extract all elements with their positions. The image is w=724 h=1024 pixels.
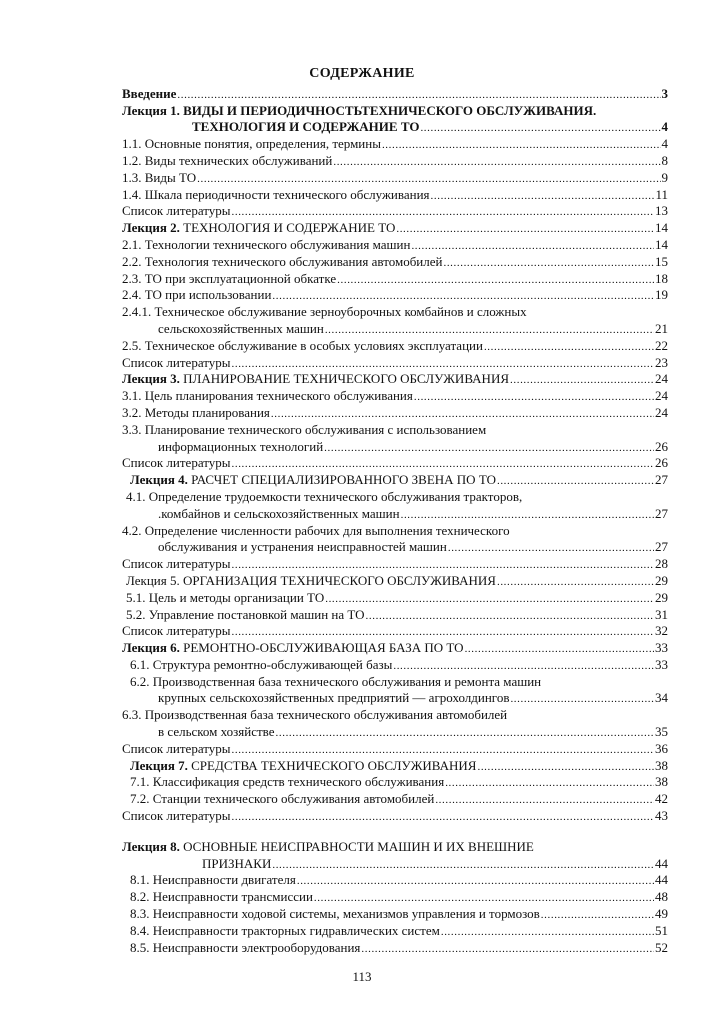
toc-entry-text: [130, 472, 496, 488]
toc-entry-title: Список литературы: [122, 354, 231, 370]
toc-entry: [122, 102, 668, 119]
toc-page-number: 24: [655, 404, 668, 420]
toc-entry-title: Список литературы: [122, 623, 231, 639]
toc-entry: [122, 555, 668, 572]
lecture-label: Лекция 3.: [122, 371, 180, 387]
lecture-label: Лекция 2.: [122, 220, 180, 236]
dot-leader: [497, 575, 654, 589]
toc-entry: [122, 320, 668, 337]
toc-entry: [122, 421, 668, 438]
dot-leader: [441, 925, 654, 939]
toc-entry-title: 1.2. Виды технических обслуживаний: [122, 152, 333, 168]
toc-entry: [122, 639, 668, 656]
toc-entry-text: [130, 889, 313, 905]
toc-entry-text: [122, 422, 486, 438]
toc-page-number: 29: [655, 589, 668, 605]
toc-entry-title: 5.2. Управление постановкой машин на ТО: [126, 606, 365, 622]
toc-entry-text: [126, 607, 365, 623]
toc-entry: [122, 522, 668, 539]
lecture-label: Лекция 8.: [122, 838, 180, 854]
toc-entry-text: [122, 455, 231, 471]
toc-entry-text: [130, 657, 392, 673]
page-title: СОДЕРЖАНИЕ: [309, 66, 415, 81]
toc-entry: [122, 337, 668, 354]
toc-entry-title: .комбайнов и сельскохозяйственных машин: [158, 505, 400, 521]
toc-entry-text: [122, 371, 509, 387]
toc-entry-title: Список литературы: [122, 808, 231, 824]
toc-entry-text: [122, 808, 231, 824]
toc-page-number: 44: [655, 872, 668, 888]
dot-leader: [435, 793, 654, 807]
toc-page-number: 48: [655, 889, 668, 905]
toc-entry: [122, 706, 668, 723]
dot-leader: [337, 273, 654, 287]
dot-leader: [393, 659, 654, 673]
dot-leader: [401, 508, 654, 522]
toc-entry-title: 1.4. Шкала периодичности технического обслуживания: [122, 186, 430, 202]
toc-page-number: 42: [655, 791, 668, 807]
toc-entry-text: [158, 539, 447, 555]
dot-leader: [411, 239, 654, 253]
toc-page-number: 28: [655, 556, 668, 572]
toc-page-number: 3: [661, 85, 668, 101]
toc-entry: [122, 455, 668, 472]
toc-entry-text: [122, 388, 413, 404]
toc-entry-title: 3.1. Цель планирования технического обслуживания: [122, 388, 413, 404]
dot-leader: [177, 88, 660, 102]
toc-entry-title: крупных сельскохозяйственных предприятий — агрохолдингов: [158, 690, 510, 706]
toc-page-number: 11: [655, 186, 668, 202]
toc-entry: [122, 186, 668, 203]
dot-leader: [271, 407, 654, 421]
dot-leader: [297, 874, 654, 888]
dot-leader: [325, 592, 654, 606]
dot-leader: [325, 323, 654, 337]
toc-entry-text: [158, 439, 323, 455]
toc-page-number: 27: [655, 505, 668, 521]
toc-entry: [122, 855, 668, 872]
toc-entry-text: [122, 556, 231, 572]
dot-leader: [232, 743, 655, 757]
toc-entry: [122, 723, 668, 740]
toc-page-number: 15: [655, 253, 668, 269]
toc-entry-text: [158, 506, 400, 522]
toc-entry: [122, 673, 668, 690]
toc-entry: [122, 774, 668, 791]
dot-leader: [541, 908, 654, 922]
dot-leader: [497, 474, 654, 488]
toc-page-number: 23: [655, 354, 668, 370]
dot-leader: [366, 609, 654, 623]
toc-entry: [122, 354, 668, 371]
toc-page-number: 26: [655, 438, 668, 454]
toc-entry-title: РЕМОНТНО-ОБСЛУЖИВАЮЩАЯ БАЗА ПО ТО: [179, 640, 464, 656]
dot-leader: [197, 172, 660, 186]
toc-entry-text: [122, 640, 464, 656]
toc-entry-text: [192, 119, 419, 135]
toc-entry-title: 2.1. Технологии технического обслуживания машин: [122, 236, 411, 252]
toc-entry-text: [122, 623, 231, 639]
dot-leader: [414, 390, 654, 404]
toc-entry: [122, 135, 668, 152]
toc-page-number: 33: [655, 640, 668, 656]
toc-entry-title: Список литературы: [122, 556, 231, 572]
toc-entry-title: 8.2. Неисправности трансмиссии: [130, 889, 313, 905]
toc-entry-title: в сельском хозяйстве: [158, 724, 275, 740]
toc-page-number: 4: [661, 136, 668, 152]
lecture-label: Лекция 4.: [130, 472, 188, 488]
toc-page-number: 27: [655, 472, 668, 488]
toc-page-number: 32: [655, 623, 668, 639]
dot-leader: [232, 457, 655, 471]
dot-leader: [484, 340, 654, 354]
toc-entry-text: [130, 758, 476, 774]
toc-entry-text: [158, 724, 275, 740]
toc-entry-title: 2.3. ТО при эксплуатационной обкатке: [122, 270, 337, 286]
toc-entry: [122, 872, 668, 889]
toc-entry-text: [126, 590, 324, 606]
toc-entry-title: 1.3. Виды ТО: [122, 169, 197, 185]
toc-entry: [122, 757, 668, 774]
toc-entry-text: [126, 489, 522, 505]
toc-entry: [122, 270, 668, 287]
toc-entry-text: [130, 774, 444, 790]
toc-entry: [122, 85, 668, 102]
dot-leader: [465, 642, 654, 656]
toc-entry-text: [130, 906, 540, 922]
toc-entry: [122, 471, 668, 488]
toc-entry-title: 7.2. Станции технического обслуживания автомобилей: [130, 791, 435, 807]
toc-entry: [122, 589, 668, 606]
toc-entry-title: СРЕДСТВА ТЕХНИЧЕСКОГО ОБСЛУЖИВАНИЯ: [187, 757, 477, 773]
toc-entry-title: 1.1. Основные понятия, определения, термины: [122, 136, 381, 152]
toc-entry-title: 2.4.1. Техническое обслуживание зерноуборочных комбайнов и сложных: [122, 304, 527, 320]
toc-entry-text: [122, 839, 534, 855]
dot-leader: [324, 441, 654, 455]
toc-entry-title: 8.4. Неисправности тракторных гидравлических систем: [130, 922, 440, 938]
toc-page-number: 36: [655, 740, 668, 756]
toc-entry: [122, 905, 668, 922]
toc-page-number: 33: [655, 656, 668, 672]
toc-page-number: 21: [655, 320, 668, 336]
dot-leader: [443, 256, 654, 270]
toc-page-number: 29: [655, 572, 668, 588]
toc-entry: [122, 169, 668, 186]
toc-page-number: 22: [655, 337, 668, 353]
dot-leader: [361, 942, 654, 956]
toc-entry: [122, 236, 668, 253]
toc-entry-text: [122, 523, 510, 539]
toc-entry-text: [122, 86, 176, 102]
toc-entry-title: Список литературы: [122, 740, 231, 756]
toc-page-number: 4: [661, 119, 668, 135]
toc-page-number: 18: [655, 270, 668, 286]
toc-entry-title: 6.1. Структура ремонтно-обслуживающей базы: [130, 656, 393, 672]
dot-leader: [272, 858, 654, 872]
toc-entry-title: ТЕХНОЛОГИЯ И СОДЕРЖАНИЕ ТО: [192, 119, 420, 135]
toc-entry: [122, 539, 668, 556]
toc-entry-text: [122, 287, 271, 303]
toc-entry-text: [122, 220, 395, 236]
toc-entry-text: [122, 271, 336, 287]
toc-page-number: 51: [655, 922, 668, 938]
toc-entry-text: [130, 872, 296, 888]
toc-page-number: 31: [655, 606, 668, 622]
toc-entry: [122, 623, 668, 640]
toc-entry-text: [122, 405, 270, 421]
toc-entry-title: 8.3. Неисправности ходовой системы, механизмов управления и тормозов: [130, 906, 540, 922]
toc-entry: [122, 488, 668, 505]
toc-entry-text: [130, 791, 434, 807]
toc-entry-title: ТЕХНОЛОГИЯ И СОДЕРЖАНИЕ ТО: [179, 220, 396, 236]
dot-leader: [420, 121, 660, 135]
dot-leader: [232, 625, 655, 639]
toc-entry-title: Список литературы: [122, 455, 231, 471]
toc-entry-title: 8.1. Неисправности двигателя: [130, 872, 296, 888]
toc-entry-title: ПРИЗНАКИ: [202, 855, 272, 871]
toc-entry-text: [122, 237, 410, 253]
toc-entry-title: 4.1. Определение трудоемкости технического обслуживания тракторов,: [126, 488, 523, 504]
toc-page-number: 24: [655, 388, 668, 404]
toc-entry-title: 5.1. Цель и методы организации ТО: [126, 589, 325, 605]
dot-leader: [382, 138, 661, 152]
toc-entry: [122, 939, 668, 956]
toc-entry-title: ОСНОВНЫЕ НЕИСПРАВНОСТИ МАШИН И ИХ ВНЕШНИЕ: [179, 838, 534, 854]
toc-entry-text: [130, 923, 440, 939]
toc-entry: [122, 371, 668, 388]
dot-leader: [232, 810, 655, 824]
toc-entry-text: [130, 940, 360, 956]
toc-page-number: 38: [655, 774, 668, 790]
toc-entry: [122, 303, 668, 320]
lecture-label: Лекция 7.: [130, 757, 188, 773]
toc-page-number: 26: [655, 455, 668, 471]
toc-entry: [122, 740, 668, 757]
toc-entry: [122, 690, 668, 707]
toc-page-number: 27: [655, 539, 668, 555]
toc-page-number: 34: [655, 690, 668, 706]
toc-entry: [122, 656, 668, 673]
toc-entry-text: [122, 153, 332, 169]
toc-entry-text: [122, 741, 231, 757]
toc-entry: [122, 203, 668, 220]
toc-entry-title: 2.2. Технология технического обслуживания автомобилей: [122, 253, 443, 269]
toc-entry-title: 3.2. Методы планирования: [122, 404, 270, 420]
toc-entry-text: [122, 338, 483, 354]
toc-entry-text: [122, 707, 507, 723]
toc-page-number: 44: [655, 855, 668, 871]
dot-leader: [276, 726, 654, 740]
toc-entry-title: 6.3. Производственная база технического обслуживания автомобилей: [122, 707, 508, 723]
toc-entry-title: ПЛАНИРОВАНИЕ ТЕХНИЧЕСКОГО ОБСЛУЖИВАНИЯ: [179, 371, 510, 387]
page-number: 113: [352, 969, 372, 984]
toc-entry-title: информационных технологий: [158, 438, 324, 454]
toc-entry: [122, 438, 668, 455]
toc-entry: [122, 404, 668, 421]
toc-entry: [122, 287, 668, 304]
toc-entry-title: Введение: [122, 85, 177, 101]
toc-entry-text: [122, 203, 231, 219]
toc-entry-text: [122, 187, 430, 203]
dot-leader: [232, 558, 655, 572]
dot-leader: [396, 222, 654, 236]
toc-entry-title: 7.1. Классификация средств технического обслуживания: [130, 774, 445, 790]
toc-entry: [122, 838, 668, 855]
toc-page-number: 24: [655, 371, 668, 387]
toc-entry-title: 2.5. Техническое обслуживание в особых условиях эксплуатации: [122, 337, 483, 353]
toc-page-number: 38: [655, 757, 668, 773]
toc-page-number: 9: [661, 169, 668, 185]
dot-leader: [431, 189, 655, 203]
toc-entry-text: [158, 321, 324, 337]
toc-page-number: 49: [655, 906, 668, 922]
toc-page-number: 19: [655, 287, 668, 303]
toc-entry: [122, 119, 668, 136]
toc-entry-text: [122, 304, 527, 320]
toc-page-number: 43: [655, 808, 668, 824]
toc-entry-title: Список литературы: [122, 203, 231, 219]
toc-page-number: 52: [655, 939, 668, 955]
dot-leader: [510, 692, 654, 706]
toc-page-number: 14: [655, 220, 668, 236]
toc-entry-title: 4.2. Определение численности рабочих для выполнения технического: [122, 522, 510, 538]
toc-entry-text: [122, 136, 381, 152]
dot-leader: [232, 205, 655, 219]
toc-entry-title: 3.3. Планирование технического обслуживания с использованием: [122, 421, 487, 437]
dot-leader: [445, 776, 654, 790]
toc-entry: [122, 790, 668, 807]
toc-entry: [122, 888, 668, 905]
toc-entry-text: [158, 690, 509, 706]
dot-leader: [314, 891, 654, 905]
dot-leader: [232, 357, 655, 371]
toc-entry: [122, 253, 668, 270]
toc-page-number: 8: [661, 152, 668, 168]
toc-entry-text: [202, 856, 271, 872]
toc-entry: [122, 572, 668, 589]
toc-page-number: 35: [655, 724, 668, 740]
dot-leader: [510, 373, 654, 387]
toc-entry-title: ВИДЫ И ПЕРИОДИЧНОСТЬТЕХНИЧЕСКОГО ОБСЛУЖИВАНИЯ.: [179, 102, 597, 118]
toc-entry-text: [126, 573, 496, 589]
toc-entry-title: сельскохозяйственных машин: [158, 320, 324, 336]
toc-entry: [122, 387, 668, 404]
toc-entry: [122, 505, 668, 522]
toc-page-number: 13: [655, 203, 668, 219]
toc-entry-title: 6.2. Производственная база технического обслуживания и ремонта машин: [130, 673, 542, 689]
dot-leader: [477, 760, 654, 774]
toc-entry: [122, 922, 668, 939]
toc-page-number: 14: [655, 236, 668, 252]
toc-entry: [122, 219, 668, 236]
toc-entry: [122, 807, 668, 824]
lecture-label: Лекция 6.: [122, 640, 180, 656]
table-of-contents: [122, 85, 668, 956]
toc-entry-text: [122, 170, 196, 186]
toc-entry: [122, 152, 668, 169]
toc-entry-text: [130, 674, 541, 690]
dot-leader: [333, 155, 660, 169]
toc-entry-title: 2.4. ТО при использовании: [122, 287, 272, 303]
toc-entry-title: 8.5. Неисправности электрооборудования: [130, 939, 361, 955]
dot-leader: [272, 289, 654, 303]
toc-entry-title: Лекция 5. ОРГАНИЗАЦИЯ ТЕХНИЧЕСКОГО ОБСЛУЖИВАНИЯ: [126, 572, 496, 588]
toc-entry: [122, 606, 668, 623]
toc-entry-text: [122, 103, 596, 119]
toc-entry-text: [122, 254, 442, 270]
toc-entry-title: обслуживания и устранения неисправностей машин: [158, 539, 447, 555]
dot-leader: [448, 541, 654, 555]
lecture-label: Лекция 1.: [122, 102, 180, 118]
toc-entry-title: РАСЧЕТ СПЕЦИАЛИЗИРОВАННОГО ЗВЕНА ПО ТО: [187, 472, 496, 488]
toc-entry-text: [122, 355, 231, 371]
